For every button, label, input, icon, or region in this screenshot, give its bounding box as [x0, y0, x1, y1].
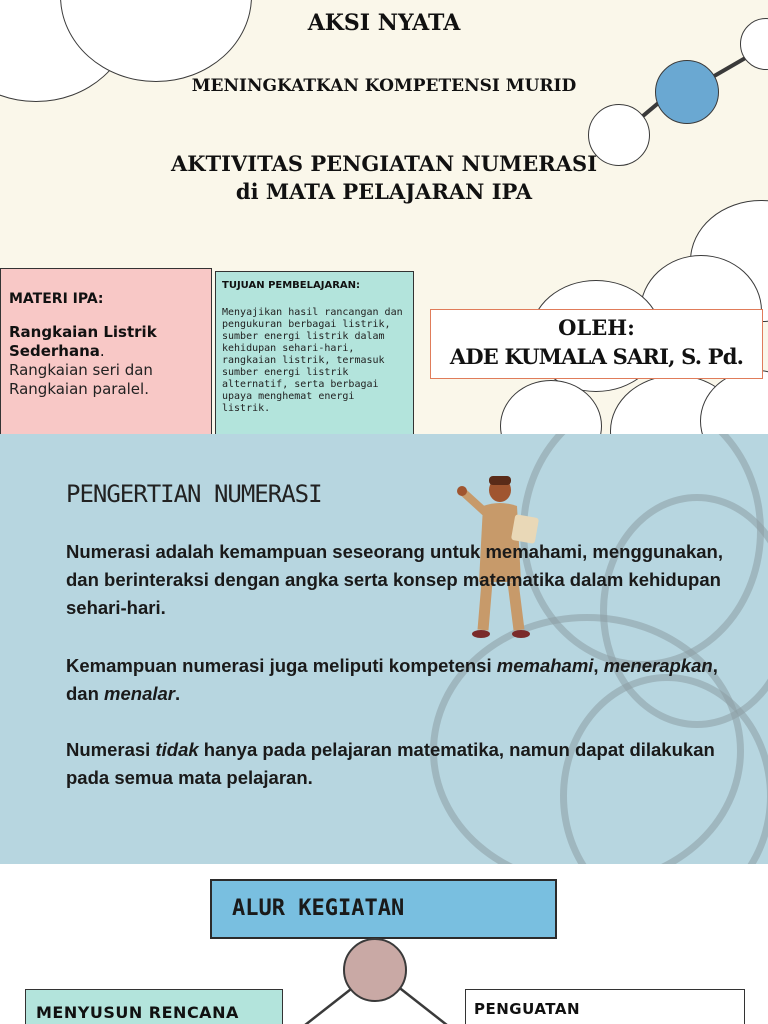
tujuan-box — [215, 271, 414, 434]
text-run: Kemampuan numerasi juga meliputi kompetensi — [66, 655, 497, 676]
cover-title: AKSI NYATA — [307, 10, 461, 36]
flow-step-reinforcement: PENGUATAN — [465, 989, 745, 1024]
cloud-decoration — [700, 370, 768, 434]
cover-subtitle: MENINGKATKAN KOMPETENSI MURID — [191, 76, 577, 96]
text-run: , — [593, 655, 604, 676]
scope-paragraph — [66, 736, 746, 792]
flow-step-plan: MENYUSUN RENCANA — [25, 989, 283, 1024]
flow-node — [343, 938, 407, 1002]
slide-definition — [0, 434, 768, 864]
materi-detail: Rangkaian seri dan Rangkaian paralel. — [9, 361, 153, 398]
text-run: Numerasi — [66, 739, 156, 760]
activity-line-1: AKTIVITAS PENGIATAN NUMERASI — [170, 151, 598, 176]
italic-text: menerapkan — [603, 655, 713, 676]
slide-cover — [0, 0, 768, 434]
text-run: , dan — [66, 655, 718, 704]
activity-line-2: di MATA PELAJARAN IPA — [235, 179, 533, 204]
author-box — [430, 309, 763, 379]
materi-box — [0, 268, 212, 434]
materi-topic-end: . — [99, 342, 105, 360]
tujuan-heading: TUJUAN PEMBELAJARAN: — [222, 280, 361, 291]
italic-text: tidak — [155, 739, 199, 760]
author-name: ADE KUMALA SARI, S. Pd. — [449, 344, 744, 369]
materi-heading: MATERI IPA: — [9, 291, 104, 307]
slide-flow — [0, 864, 768, 1024]
text-run: . — [175, 683, 181, 704]
flow-title-box — [210, 879, 557, 939]
italic-text: menalar — [104, 683, 175, 704]
cover-activity-title — [0, 150, 768, 206]
text-run: hanya pada pelajaran matematika, namun dapat dilakukan pada semua mata pelajaran. — [66, 739, 715, 788]
materi-topic — [9, 323, 203, 361]
materi-topic-text: Rangkaian Listrik Sederhana — [9, 323, 157, 360]
competency-paragraph — [66, 652, 746, 708]
tujuan-text: Menyajikan hasil rancangan dan pengukuran berbagai listrik, sumber energi listrik dalam kehidupan sehari-hari, rangkaian listrik, termasuk sumber energi listrik alternatif, serta berbagai upaya menghemat energi listrik. — [222, 307, 403, 414]
italic-text: memahami — [496, 655, 594, 676]
section-title: PENGERTIAN NUMERASI — [66, 480, 322, 508]
author-label: OLEH: — [558, 315, 635, 340]
flow-title: ALUR KEGIATAN — [232, 896, 405, 921]
definition-paragraph: Numerasi adalah kemampuan seseorang untuk memahami, menggunakan, dan berinteraksi dengan angka serta konsep matematika dalam kehidupan sehari-hari. — [66, 541, 723, 618]
